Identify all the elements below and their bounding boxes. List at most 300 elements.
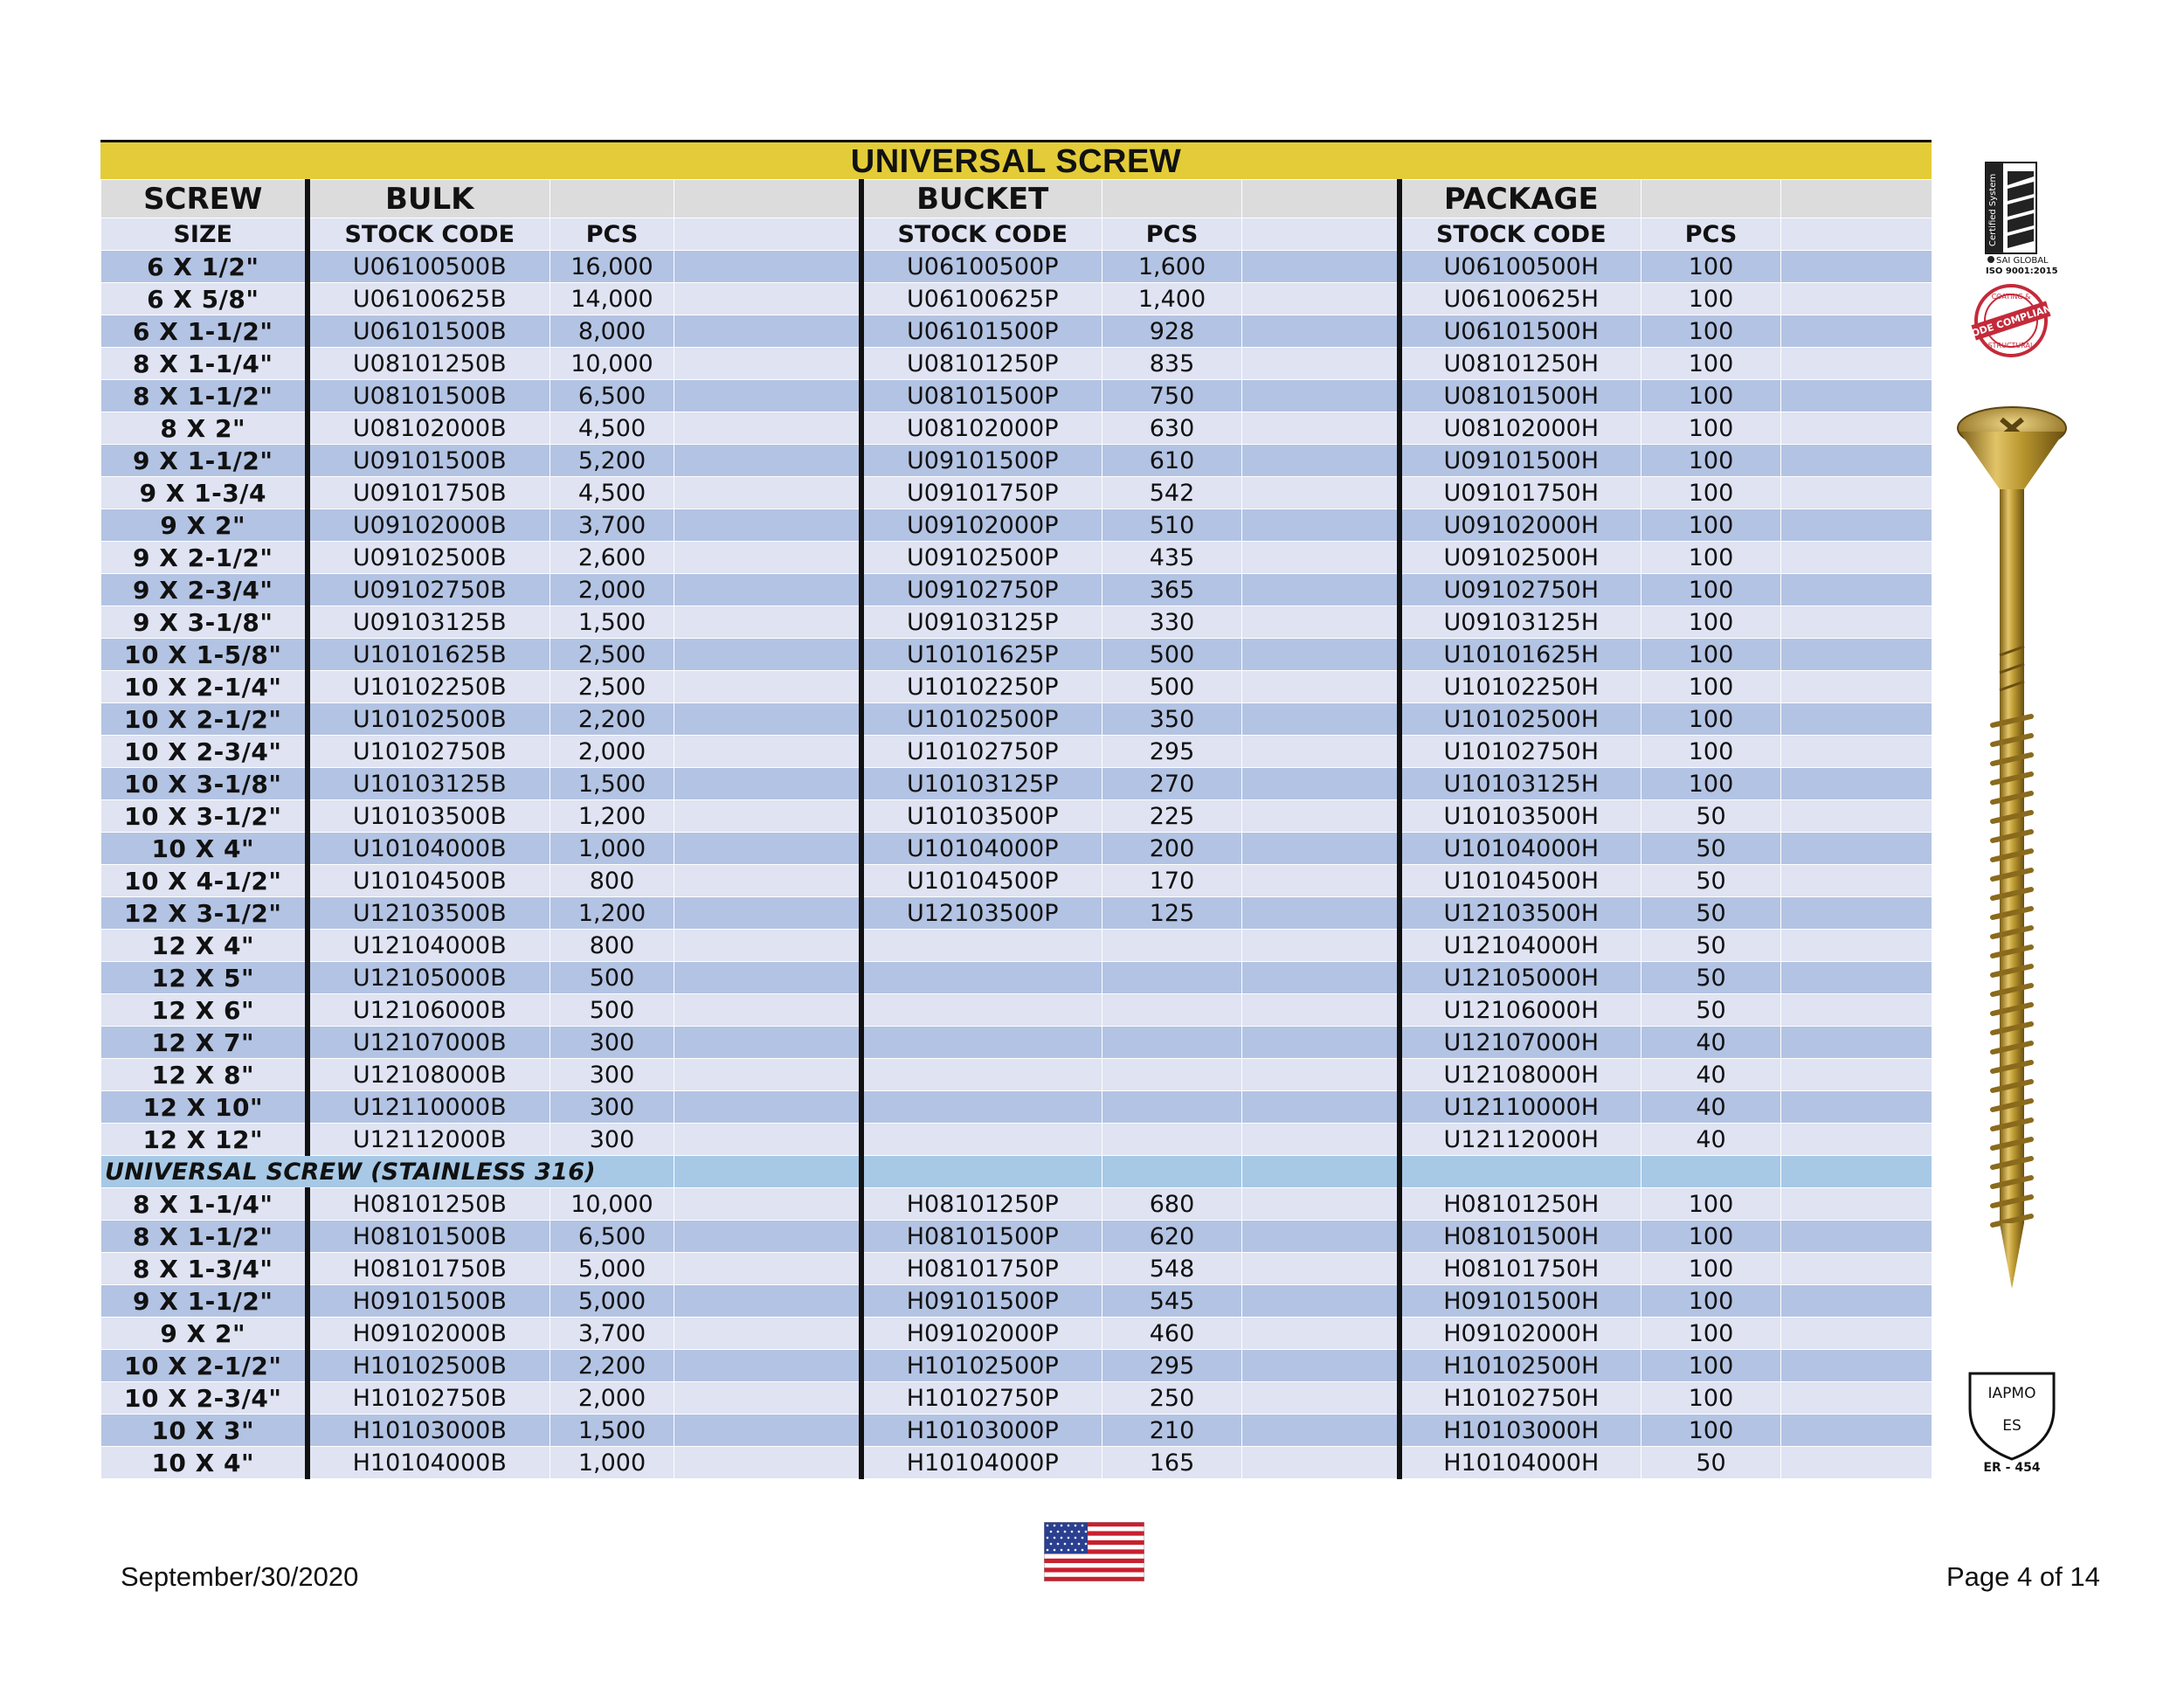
table-row	[101, 445, 1932, 477]
bulk-pcs: 500	[550, 962, 674, 994]
empty-cell	[1242, 348, 1400, 380]
screw-size: 10 X 2-3/4"	[101, 736, 308, 768]
bulk-stock-code: U09103125B	[308, 606, 550, 639]
empty-cell	[1781, 897, 1932, 930]
package-pcs: 100	[1641, 509, 1781, 542]
package-pcs: 100	[1641, 1318, 1781, 1350]
package-pcs: 100	[1641, 1285, 1781, 1318]
empty-cell	[1781, 477, 1932, 509]
header-empty	[674, 180, 861, 218]
bulk-pcs: 10,000	[550, 1188, 674, 1221]
header-row-groups	[101, 180, 1932, 218]
table-row	[101, 1382, 1932, 1415]
empty-cell	[674, 1318, 861, 1350]
bucket-stock-code: U10101625P	[861, 639, 1102, 671]
empty-cell	[674, 930, 861, 962]
table-row	[101, 1124, 1932, 1156]
empty-cell	[674, 833, 861, 865]
empty-cell	[1781, 703, 1932, 736]
empty-cell	[1781, 865, 1932, 897]
table-row	[101, 1318, 1932, 1350]
package-stock-code: H08101750H	[1400, 1253, 1641, 1285]
bucket-pcs	[1102, 1027, 1242, 1059]
bulk-stock-code: U10102750B	[308, 736, 550, 768]
price-sheet	[100, 140, 1932, 1479]
empty-cell	[674, 412, 861, 445]
empty-cell	[1242, 1156, 1400, 1188]
header-empty	[1242, 180, 1400, 218]
package-pcs: 50	[1641, 930, 1781, 962]
bucket-pcs: 165	[1102, 1447, 1242, 1479]
bulk-pcs: 1,500	[550, 606, 674, 639]
package-pcs: 40	[1641, 1091, 1781, 1124]
empty-cell	[1242, 1350, 1400, 1382]
bulk-stock-code: U09102000B	[308, 509, 550, 542]
empty-cell	[1781, 639, 1932, 671]
screw-size: 10 X 2-1/2"	[101, 703, 308, 736]
bucket-pcs: 330	[1102, 606, 1242, 639]
screw-size: 9 X 2-1/2"	[101, 542, 308, 574]
package-stock-code: U10102750H	[1400, 736, 1641, 768]
empty-cell	[1781, 1027, 1932, 1059]
screw-size: 8 X 1-1/2"	[101, 380, 308, 412]
bucket-pcs: 170	[1102, 865, 1242, 897]
bucket-pcs: 200	[1102, 833, 1242, 865]
bulk-stock-code: U12107000B	[308, 1027, 550, 1059]
empty-cell	[674, 1285, 861, 1318]
bulk-pcs: 2,200	[550, 703, 674, 736]
certified-system-logo	[1959, 159, 2063, 364]
package-pcs: 100	[1641, 1350, 1781, 1382]
empty-cell	[1781, 1318, 1932, 1350]
screw-size: 9 X 2-3/4"	[101, 574, 308, 606]
screw-size: 10 X 3"	[101, 1415, 308, 1447]
table-row	[101, 1253, 1932, 1285]
bucket-pcs: 460	[1102, 1318, 1242, 1350]
screw-size: 10 X 4"	[101, 833, 308, 865]
empty-cell	[1781, 574, 1932, 606]
bulk-stock-code: U09102750B	[308, 574, 550, 606]
bucket-pcs: 1,600	[1102, 251, 1242, 283]
package-stock-code: U10102250H	[1400, 671, 1641, 703]
package-pcs: 100	[1641, 1253, 1781, 1285]
empty-cell	[1242, 1124, 1400, 1156]
iapmo-es-logo	[1959, 1363, 2069, 1472]
empty-cell	[1242, 703, 1400, 736]
bulk-stock-code: U09102500B	[308, 542, 550, 574]
bucket-stock-code: H08101250P	[861, 1188, 1102, 1221]
header-empty	[1781, 180, 1932, 218]
header-empty	[550, 180, 674, 218]
header-screw: SCREW	[101, 180, 308, 218]
table-row	[101, 1221, 1932, 1253]
bulk-stock-code: H10102750B	[308, 1382, 550, 1415]
package-stock-code: H10104000H	[1400, 1447, 1641, 1479]
bucket-pcs: 250	[1102, 1382, 1242, 1415]
package-pcs: 100	[1641, 477, 1781, 509]
screw-size: 12 X 7"	[101, 1027, 308, 1059]
bucket-pcs: 350	[1102, 703, 1242, 736]
bucket-stock-code: U10104500P	[861, 865, 1102, 897]
svg-text:CODE COMPLIANT: CODE COMPLIANT	[1963, 301, 2059, 342]
bucket-stock-code: U06100625P	[861, 283, 1102, 315]
package-stock-code: U12103500H	[1400, 897, 1641, 930]
package-stock-code: H10102500H	[1400, 1350, 1641, 1382]
bulk-pcs: 6,500	[550, 1221, 674, 1253]
empty-cell	[1242, 1027, 1400, 1059]
bucket-stock-code: U09102500P	[861, 542, 1102, 574]
screw-size: 10 X 1-5/8"	[101, 639, 308, 671]
table-row	[101, 639, 1932, 671]
package-pcs: 100	[1641, 736, 1781, 768]
bucket-stock-code: U10103500P	[861, 800, 1102, 833]
package-pcs: 100	[1641, 639, 1781, 671]
empty-cell	[674, 1059, 861, 1091]
bulk-stock-code: U10101625B	[308, 639, 550, 671]
bucket-pcs: 750	[1102, 380, 1242, 412]
header-empty	[1781, 218, 1932, 251]
empty-cell	[674, 1350, 861, 1382]
package-pcs: 50	[1641, 1447, 1781, 1479]
empty-cell	[1242, 412, 1400, 445]
package-pcs: 100	[1641, 348, 1781, 380]
page-title: UNIVERSAL SCREW	[850, 143, 1182, 180]
table-row	[101, 1350, 1932, 1382]
package-pcs: 50	[1641, 962, 1781, 994]
screw-size: 12 X 10"	[101, 1091, 308, 1124]
package-pcs: 50	[1641, 865, 1781, 897]
header-package: PACKAGE	[1400, 180, 1641, 218]
table-row	[101, 509, 1932, 542]
bucket-pcs: 295	[1102, 1350, 1242, 1382]
empty-cell	[1242, 1382, 1400, 1415]
empty-cell	[674, 348, 861, 380]
bulk-stock-code: H08101250B	[308, 1188, 550, 1221]
empty-cell	[1781, 509, 1932, 542]
header-empty	[1242, 218, 1400, 251]
package-pcs: 100	[1641, 380, 1781, 412]
empty-cell	[1781, 1382, 1932, 1415]
bucket-pcs: 835	[1102, 348, 1242, 380]
table-row	[101, 930, 1932, 962]
empty-cell	[674, 1382, 861, 1415]
bucket-pcs: 365	[1102, 574, 1242, 606]
table-row	[101, 348, 1932, 380]
bucket-stock-code: U09102750P	[861, 574, 1102, 606]
bulk-pcs: 800	[550, 930, 674, 962]
package-pcs: 100	[1641, 445, 1781, 477]
bulk-stock-code: U10103500B	[308, 800, 550, 833]
table-row	[101, 768, 1932, 800]
svg-text:COATING &: COATING &	[1991, 293, 2031, 301]
bulk-pcs: 5,000	[550, 1285, 674, 1318]
bulk-stock-code: H09102000B	[308, 1318, 550, 1350]
empty-cell	[674, 477, 861, 509]
empty-cell	[1242, 736, 1400, 768]
bucket-stock-code: H10104000P	[861, 1447, 1102, 1479]
empty-cell	[674, 542, 861, 574]
bulk-pcs: 300	[550, 1124, 674, 1156]
svg-text:ER - 454: ER - 454	[1983, 1461, 2041, 1472]
screw-size: 12 X 12"	[101, 1124, 308, 1156]
empty-cell	[1400, 1156, 1641, 1188]
bulk-stock-code: U12106000B	[308, 994, 550, 1027]
screw-size: 10 X 3-1/8"	[101, 768, 308, 800]
empty-cell	[1242, 1221, 1400, 1253]
empty-cell	[1781, 1156, 1932, 1188]
bulk-stock-code: H09101500B	[308, 1285, 550, 1318]
bucket-stock-code	[861, 1027, 1102, 1059]
package-stock-code: U08101500H	[1400, 380, 1641, 412]
bulk-stock-code: H10104000B	[308, 1447, 550, 1479]
bulk-stock-code: H08101500B	[308, 1221, 550, 1253]
bucket-stock-code: U09102000P	[861, 509, 1102, 542]
package-stock-code: H10103000H	[1400, 1415, 1641, 1447]
bulk-stock-code: U10103125B	[308, 768, 550, 800]
package-stock-code: U08101250H	[1400, 348, 1641, 380]
package-pcs: 100	[1641, 671, 1781, 703]
table-row	[101, 703, 1932, 736]
empty-cell	[1242, 1447, 1400, 1479]
screw-size: 9 X 1-1/2"	[101, 1285, 308, 1318]
empty-cell	[1242, 1318, 1400, 1350]
empty-cell	[1242, 477, 1400, 509]
empty-cell	[1781, 962, 1932, 994]
bucket-stock-code	[861, 1091, 1102, 1124]
bucket-stock-code: U08101250P	[861, 348, 1102, 380]
bulk-stock-code: U10104500B	[308, 865, 550, 897]
empty-cell	[1781, 1091, 1932, 1124]
empty-cell	[674, 509, 861, 542]
bucket-stock-code: H10102500P	[861, 1350, 1102, 1382]
package-pcs: 100	[1641, 703, 1781, 736]
bucket-pcs: 295	[1102, 736, 1242, 768]
bulk-pcs: 500	[550, 994, 674, 1027]
footer-date: September/30/2020	[121, 1561, 359, 1592]
bulk-stock-code: U06100500B	[308, 251, 550, 283]
bucket-pcs: 125	[1102, 897, 1242, 930]
empty-cell	[1242, 833, 1400, 865]
bulk-pcs: 3,700	[550, 509, 674, 542]
bulk-stock-code: U10104000B	[308, 833, 550, 865]
empty-cell	[1781, 1285, 1932, 1318]
table-row	[101, 865, 1932, 897]
bulk-pcs: 1,000	[550, 833, 674, 865]
bulk-pcs: 2,000	[550, 1382, 674, 1415]
svg-text:STRUCTURAL: STRUCTURAL	[1987, 342, 2035, 349]
package-stock-code: U09101750H	[1400, 477, 1641, 509]
empty-cell	[1242, 542, 1400, 574]
empty-cell	[861, 1156, 1102, 1188]
empty-cell	[1242, 639, 1400, 671]
package-pcs: 50	[1641, 800, 1781, 833]
bucket-stock-code: U06100500P	[861, 251, 1102, 283]
bulk-stock-code: H10102500B	[308, 1350, 550, 1382]
screw-size: 8 X 1-3/4"	[101, 1253, 308, 1285]
bucket-pcs: 620	[1102, 1221, 1242, 1253]
empty-cell	[674, 703, 861, 736]
bulk-pcs: 2,200	[550, 1350, 674, 1382]
header-package-stock-code: STOCK CODE	[1400, 218, 1641, 251]
bulk-stock-code: U06100625B	[308, 283, 550, 315]
package-stock-code: H09101500H	[1400, 1285, 1641, 1318]
bucket-stock-code	[861, 962, 1102, 994]
empty-cell	[1781, 930, 1932, 962]
bucket-stock-code: U08101500P	[861, 380, 1102, 412]
table-row	[101, 800, 1932, 833]
header-bulk-stock-code: STOCK CODE	[308, 218, 550, 251]
screw-size: 6 X 1-1/2"	[101, 315, 308, 348]
bulk-pcs: 2,000	[550, 574, 674, 606]
screw-size: 12 X 6"	[101, 994, 308, 1027]
empty-cell	[674, 1027, 861, 1059]
empty-cell	[1242, 865, 1400, 897]
package-stock-code: U06100500H	[1400, 251, 1641, 283]
svg-text:Certified System: Certified System	[1988, 173, 1998, 246]
bulk-pcs: 800	[550, 865, 674, 897]
table-row	[101, 542, 1932, 574]
bucket-pcs: 435	[1102, 542, 1242, 574]
bulk-pcs: 4,500	[550, 477, 674, 509]
empty-cell	[1242, 606, 1400, 639]
empty-cell	[1242, 251, 1400, 283]
bucket-stock-code: U09103125P	[861, 606, 1102, 639]
empty-cell	[1242, 283, 1400, 315]
empty-cell	[674, 1447, 861, 1479]
screw-size: 8 X 2"	[101, 412, 308, 445]
bulk-pcs: 2,600	[550, 542, 674, 574]
empty-cell	[1242, 445, 1400, 477]
empty-cell	[1242, 1188, 1400, 1221]
screw-size: 9 X 2"	[101, 509, 308, 542]
screw-size: 8 X 1-1/4"	[101, 1188, 308, 1221]
table-row	[101, 380, 1932, 412]
empty-cell	[1781, 768, 1932, 800]
empty-cell	[674, 800, 861, 833]
bucket-pcs	[1102, 1124, 1242, 1156]
bucket-stock-code: U09101750P	[861, 477, 1102, 509]
bulk-pcs: 5,200	[550, 445, 674, 477]
bucket-pcs: 1,400	[1102, 283, 1242, 315]
bucket-pcs	[1102, 1091, 1242, 1124]
bulk-pcs: 8,000	[550, 315, 674, 348]
bucket-stock-code: H09101500P	[861, 1285, 1102, 1318]
empty-cell	[1242, 994, 1400, 1027]
empty-cell	[1641, 1156, 1781, 1188]
empty-cell	[1781, 1059, 1932, 1091]
empty-cell	[674, 1221, 861, 1253]
bucket-stock-code: U10104000P	[861, 833, 1102, 865]
package-pcs: 100	[1641, 251, 1781, 283]
table-row	[101, 994, 1932, 1027]
empty-cell	[674, 315, 861, 348]
code-compliant-stamp	[1964, 286, 2060, 356]
bucket-pcs	[1102, 930, 1242, 962]
table-row	[101, 574, 1932, 606]
empty-cell	[1781, 1253, 1932, 1285]
package-stock-code: U12107000H	[1400, 1027, 1641, 1059]
bulk-stock-code: H08101750B	[308, 1253, 550, 1285]
bucket-stock-code: U10102250P	[861, 671, 1102, 703]
empty-cell	[1781, 412, 1932, 445]
bucket-pcs: 545	[1102, 1285, 1242, 1318]
package-pcs: 100	[1641, 606, 1781, 639]
screw-size: 10 X 2-3/4"	[101, 1382, 308, 1415]
empty-cell	[1242, 509, 1400, 542]
usa-flag-icon	[1044, 1522, 1144, 1581]
empty-cell	[1781, 800, 1932, 833]
bulk-pcs: 1,200	[550, 800, 674, 833]
package-stock-code: U12110000H	[1400, 1091, 1641, 1124]
empty-cell	[1781, 445, 1932, 477]
package-pcs: 100	[1641, 412, 1781, 445]
bucket-stock-code: H10103000P	[861, 1415, 1102, 1447]
bulk-pcs: 4,500	[550, 412, 674, 445]
table-row	[101, 833, 1932, 865]
empty-cell	[1781, 1350, 1932, 1382]
bucket-stock-code: H08101750P	[861, 1253, 1102, 1285]
screw-size: 10 X 4"	[101, 1447, 308, 1479]
screw-size: 12 X 8"	[101, 1059, 308, 1091]
empty-cell	[674, 1253, 861, 1285]
empty-cell	[674, 962, 861, 994]
bucket-stock-code: H09102000P	[861, 1318, 1102, 1350]
empty-cell	[1242, 897, 1400, 930]
bucket-pcs: 210	[1102, 1415, 1242, 1447]
package-stock-code: U08102000H	[1400, 412, 1641, 445]
package-pcs: 40	[1641, 1059, 1781, 1091]
package-stock-code: U12108000H	[1400, 1059, 1641, 1091]
package-stock-code: U06100625H	[1400, 283, 1641, 315]
empty-cell	[674, 671, 861, 703]
bucket-pcs	[1102, 962, 1242, 994]
empty-cell	[1781, 1415, 1932, 1447]
package-pcs: 100	[1641, 1188, 1781, 1221]
header-package-pcs: PCS	[1641, 218, 1781, 251]
bulk-stock-code: U12103500B	[308, 897, 550, 930]
package-pcs: 40	[1641, 1027, 1781, 1059]
table-row	[101, 897, 1932, 930]
empty-cell	[1102, 1156, 1242, 1188]
bulk-stock-code: U12112000B	[308, 1124, 550, 1156]
package-pcs: 100	[1641, 315, 1781, 348]
svg-text:SAI GLOBAL: SAI GLOBAL	[1996, 256, 2049, 266]
bulk-pcs: 5,000	[550, 1253, 674, 1285]
footer-page-number: Page 4 of 14	[1946, 1561, 2100, 1592]
bulk-pcs: 3,700	[550, 1318, 674, 1350]
package-stock-code: U10101625H	[1400, 639, 1641, 671]
bucket-pcs: 680	[1102, 1188, 1242, 1221]
package-pcs: 40	[1641, 1124, 1781, 1156]
package-stock-code: U10104500H	[1400, 865, 1641, 897]
package-pcs: 100	[1641, 574, 1781, 606]
bucket-stock-code: U12103500P	[861, 897, 1102, 930]
svg-text:ES: ES	[2002, 1417, 2022, 1435]
table-row	[101, 1027, 1932, 1059]
package-stock-code: H10102750H	[1400, 1382, 1641, 1415]
empty-cell	[1242, 800, 1400, 833]
package-stock-code: H09102000H	[1400, 1318, 1641, 1350]
bulk-pcs: 2,500	[550, 671, 674, 703]
empty-cell	[1781, 736, 1932, 768]
bucket-stock-code: H10102750P	[861, 1382, 1102, 1415]
screw-table	[100, 179, 1932, 1479]
header-bucket-pcs: PCS	[1102, 218, 1242, 251]
header-size: SIZE	[101, 218, 308, 251]
section-subtitle-row	[101, 1156, 1932, 1188]
bulk-pcs: 1,000	[550, 1447, 674, 1479]
empty-cell	[1242, 768, 1400, 800]
